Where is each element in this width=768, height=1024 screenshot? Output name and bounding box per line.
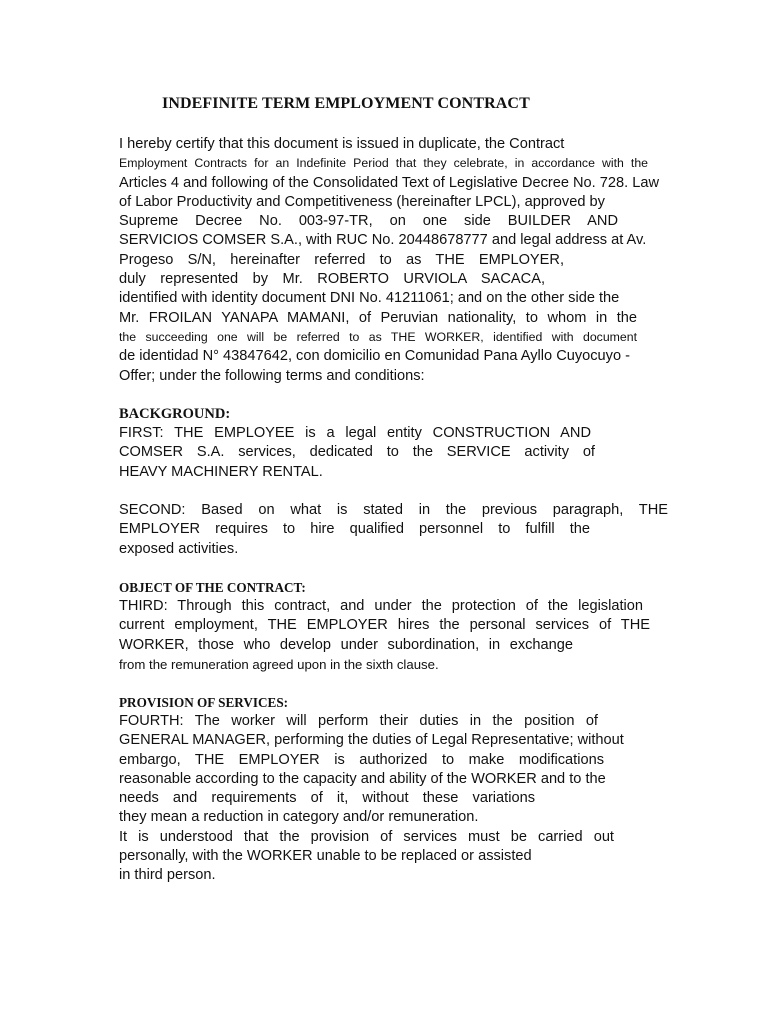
clause-line: FIRST: THE EMPLOYEE is a legal entity CONSTRUCTION AND	[119, 425, 591, 441]
second-clause	[119, 501, 667, 559]
clause-line: needs and requirements of it, without these variations	[119, 790, 535, 807]
first-clause	[119, 424, 667, 482]
clause-line: EMPLOYER requires to hire qualified personnel to fulfill the	[119, 521, 590, 538]
object-heading: OBJECT OF THE CONTRACT:	[119, 580, 306, 595]
intro-line: SERVICIOS COMSER S.A., with RUC No. 20448678777 and legal address at Av.	[119, 232, 647, 249]
clause-line: THIRD: Through this contract, and under the protection of the legislation	[119, 598, 643, 614]
clause-line: HEAVY MACHINERY RENTAL.	[119, 463, 323, 480]
intro-line: Progeso S/N, hereinafter referred to as THE EMPLOYER,	[119, 251, 564, 268]
intro-line: Employment Contracts for an Indefinite Period that they celebrate, in accordance with the	[119, 156, 648, 171]
intro-line: of Labor Productivity and Competitiveness (hereinafter LPCL), approved by	[119, 193, 605, 210]
clause-line: reasonable according to the capacity and ability of the WORKER and to the	[119, 770, 606, 787]
clause-line: personally, with the WORKER unable to be replaced or assisted	[119, 848, 532, 865]
clause-line: current employment, THE EMPLOYER hires the personal services of THE	[119, 617, 650, 634]
clause-line: SECOND: Based on what is stated in the previous paragraph, THE	[119, 502, 668, 518]
clause-line: WORKER, those who develop under subordination, in exchange	[119, 636, 573, 653]
clause-line: COMSER S.A. services, dedicated to the SERVICE activity of	[119, 444, 595, 461]
background-heading: BACKGROUND:	[119, 406, 231, 422]
clause-line: from the remuneration agreed upon in the sixth clause.	[119, 656, 439, 672]
intro-line: Supreme Decree No. 003-97-TR, on one side BUILDER AND	[119, 213, 618, 230]
intro-line: identified with identity document DNI No. 41211061; and on the other side the	[119, 290, 620, 307]
fourth-clause	[119, 712, 667, 886]
document-title: INDEFINITE TERM EMPLOYMENT CONTRACT	[162, 95, 530, 112]
intro-line: de identidad N° 43847642, con domicilio en Comunidad Pana Ayllo Cuyocuyo -	[119, 348, 631, 365]
clause-line: in third person.	[119, 867, 216, 884]
clause-line: they mean a reduction in category and/or remuneration.	[119, 809, 479, 826]
intro-line: I hereby certify that this document is issued in duplicate, the Contract	[119, 136, 565, 152]
third-clause	[119, 597, 667, 674]
clause-line: exposed activities.	[119, 540, 239, 557]
clause-line: FOURTH: The worker will perform their duties in the position of	[119, 713, 598, 729]
intro-paragraph	[119, 135, 667, 386]
intro-line: Articles 4 and following of the Consolidated Text of Legislative Decree No. 728. Law	[119, 174, 660, 191]
intro-line: Mr. FROILAN YANAPA MAMANI, of Peruvian nationality, to whom in the	[119, 309, 637, 326]
intro-line: duly represented by Mr. ROBERTO URVIOLA SACACA,	[119, 271, 545, 288]
clause-line: embargo, THE EMPLOYER is authorized to make modifications	[119, 751, 604, 768]
clause-line: It is understood that the provision of services must be carried out	[119, 828, 614, 845]
intro-line: Offer; under the following terms and conditions:	[119, 367, 425, 384]
clause-line: GENERAL MANAGER, performing the duties of Legal Representative; without	[119, 732, 624, 749]
provision-heading: PROVISION OF SERVICES:	[119, 695, 289, 710]
intro-line: the succeeding one will be referred to as THE WORKER, identified with document	[119, 329, 637, 344]
